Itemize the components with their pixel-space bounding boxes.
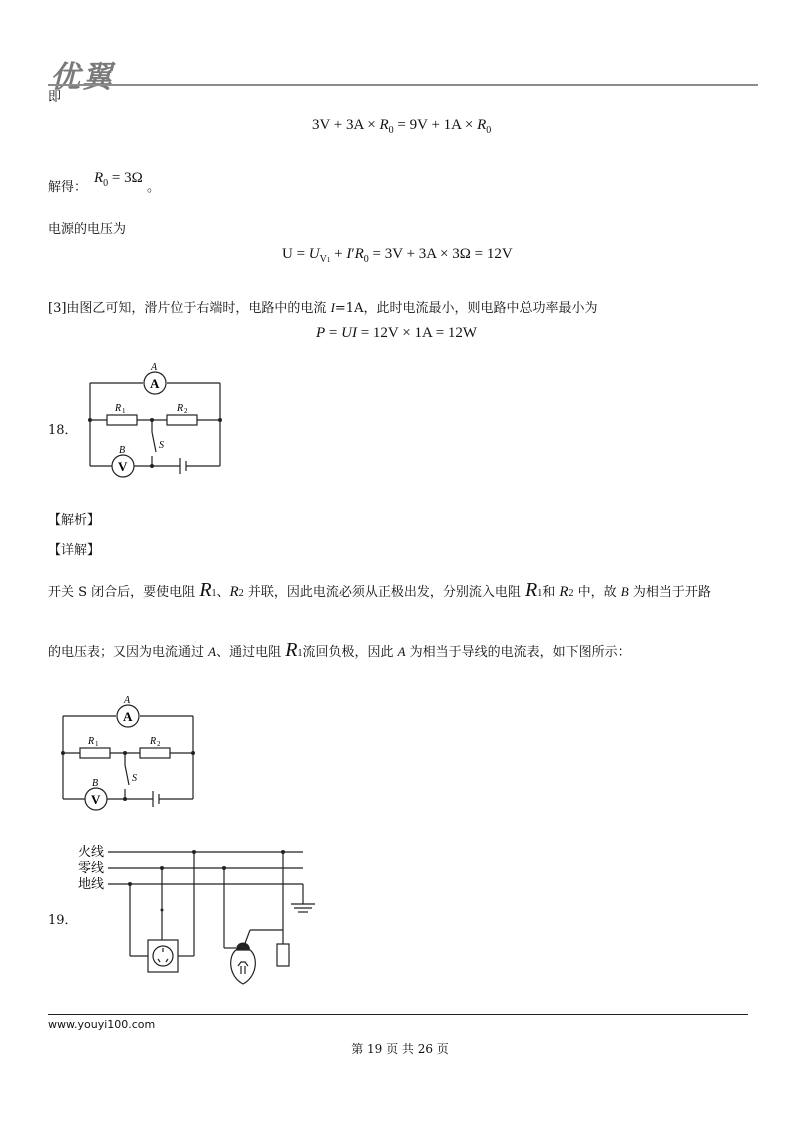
label-A-2: A (124, 695, 131, 706)
eq2-prime: ′ (351, 246, 355, 262)
eq2-subV: V (319, 254, 327, 265)
solve-equation (94, 170, 143, 189)
detail-line-1 (48, 579, 711, 602)
p3-I: I (330, 300, 335, 315)
eq2-rest: = 3V + 3A × 3Ω = 12V (368, 246, 513, 262)
text-ji: 即 (48, 90, 62, 105)
eq1-part1: 3V + 3A × (312, 117, 380, 133)
eq1-sub: 0 (388, 125, 394, 136)
logo: 优翼 (50, 60, 114, 95)
eq2-plus: + (330, 246, 347, 262)
d1-B: B (620, 584, 629, 599)
equation-2 (282, 246, 513, 265)
d1-c: 并联，因此电流必须从正极出发，分别流入电阻 (243, 585, 525, 600)
detail-line-2 (48, 639, 631, 662)
footer-url: www.youyi100.com (48, 1018, 156, 1031)
label-R1-2: R (88, 736, 95, 747)
solve-R: R (94, 170, 104, 186)
d1-R1: R (199, 579, 212, 601)
ammeter-symbol: A (150, 376, 160, 391)
d2-A: A (208, 644, 217, 659)
label-B: B (119, 445, 126, 456)
d2-A2: A (397, 644, 406, 659)
d2-R: R (285, 639, 298, 661)
label-R1: R (115, 403, 122, 414)
label-B-2: B (92, 778, 99, 789)
ammeter-symbol-2: A (123, 709, 133, 724)
p3-prefix: [3]由图乙可知，滑片位于右端时，电路中的电流 (48, 301, 331, 316)
equation-3 (316, 325, 477, 342)
question-19-label: 19． (48, 913, 78, 928)
d2-a: 的电压表；又因为电流通过 (48, 645, 209, 660)
d1-f: 为相当于开路 (628, 585, 711, 600)
eq1-R: R (379, 117, 389, 133)
footer-rule (48, 1014, 748, 1015)
eq3-P: P (316, 325, 326, 341)
label-R2-2: R (150, 736, 157, 747)
voltmeter-symbol: V (118, 459, 128, 474)
sub-R1-2: 1 (95, 740, 99, 748)
source-voltage-label: 电源的电压为 (48, 222, 127, 237)
eq1-sub2: 0 (486, 125, 492, 136)
eq2-I: I (346, 246, 352, 262)
label-S-2: S (132, 773, 137, 784)
d2-d: 为相当于导线的电流表，如下图所示： (405, 645, 631, 660)
eq2-U: U = (282, 246, 309, 262)
p3-rest: =1A，此时电流最小，则电路中总功率最小为 (334, 301, 598, 316)
solve-period: 。 (147, 180, 161, 195)
label-ground-wire: 地线 (78, 876, 105, 891)
d1-s4: 2 (568, 588, 574, 599)
d1-R2: R (229, 584, 239, 600)
eq2-Uv: U (308, 246, 320, 262)
circuit-diagram-1 (85, 360, 225, 480)
eq2-sub1: 1 (326, 256, 331, 264)
d2-c: 流回负极，因此 (302, 645, 398, 660)
eq3-eq: = (325, 325, 342, 341)
eq1-R2: R (477, 117, 487, 133)
label-neutral-wire: 零线 (78, 860, 105, 875)
d2-s: 1 (297, 648, 303, 659)
eq3-UI: UI (341, 325, 357, 341)
eq1-part2: = 9V + 1A × (393, 117, 478, 133)
header-rule (48, 84, 758, 86)
equation-1 (312, 117, 491, 136)
detail-label: 【详解】 (48, 543, 101, 558)
sub-R2-2: 2 (157, 740, 161, 748)
eq2-R: R (354, 246, 364, 262)
d1-R4: R (559, 584, 569, 600)
paragraph-3 (48, 300, 597, 317)
d1-s2: 2 (238, 588, 244, 599)
sub-R2: 2 (184, 407, 188, 415)
label-R2: R (177, 403, 184, 414)
d1-e: 中，故 (573, 585, 621, 600)
circuit-diagram-2 (58, 693, 198, 813)
d1-b: 、 (216, 585, 230, 600)
solve-sub: 0 (103, 178, 109, 189)
page-number: 第 19 页 共 26 页 (351, 1042, 449, 1056)
d1-s3: 1 (537, 588, 543, 599)
d1-R3: R (524, 579, 538, 601)
eq2-sub0: 0 (363, 254, 369, 265)
eq3-rest: = 12V × 1A = 12W (356, 325, 478, 341)
question-18-label: 18． (48, 423, 78, 438)
voltmeter-symbol-2: V (91, 792, 101, 807)
solve-label: 解得： (48, 180, 88, 195)
analysis-label: 【解析】 (48, 513, 101, 528)
d1-s1: 1 (211, 588, 217, 599)
d1-a: 开关 S 闭合后，要使电阻 (48, 585, 200, 600)
household-wiring-diagram (78, 838, 328, 988)
d2-b: 、通过电阻 (216, 645, 286, 660)
sub-R1: 1 (122, 407, 126, 415)
label-live-wire: 火线 (78, 844, 105, 859)
d1-d: 和 (542, 585, 560, 600)
label-A: A (151, 362, 158, 373)
label-S: S (159, 440, 164, 451)
solve-rest: = 3Ω (108, 170, 143, 186)
